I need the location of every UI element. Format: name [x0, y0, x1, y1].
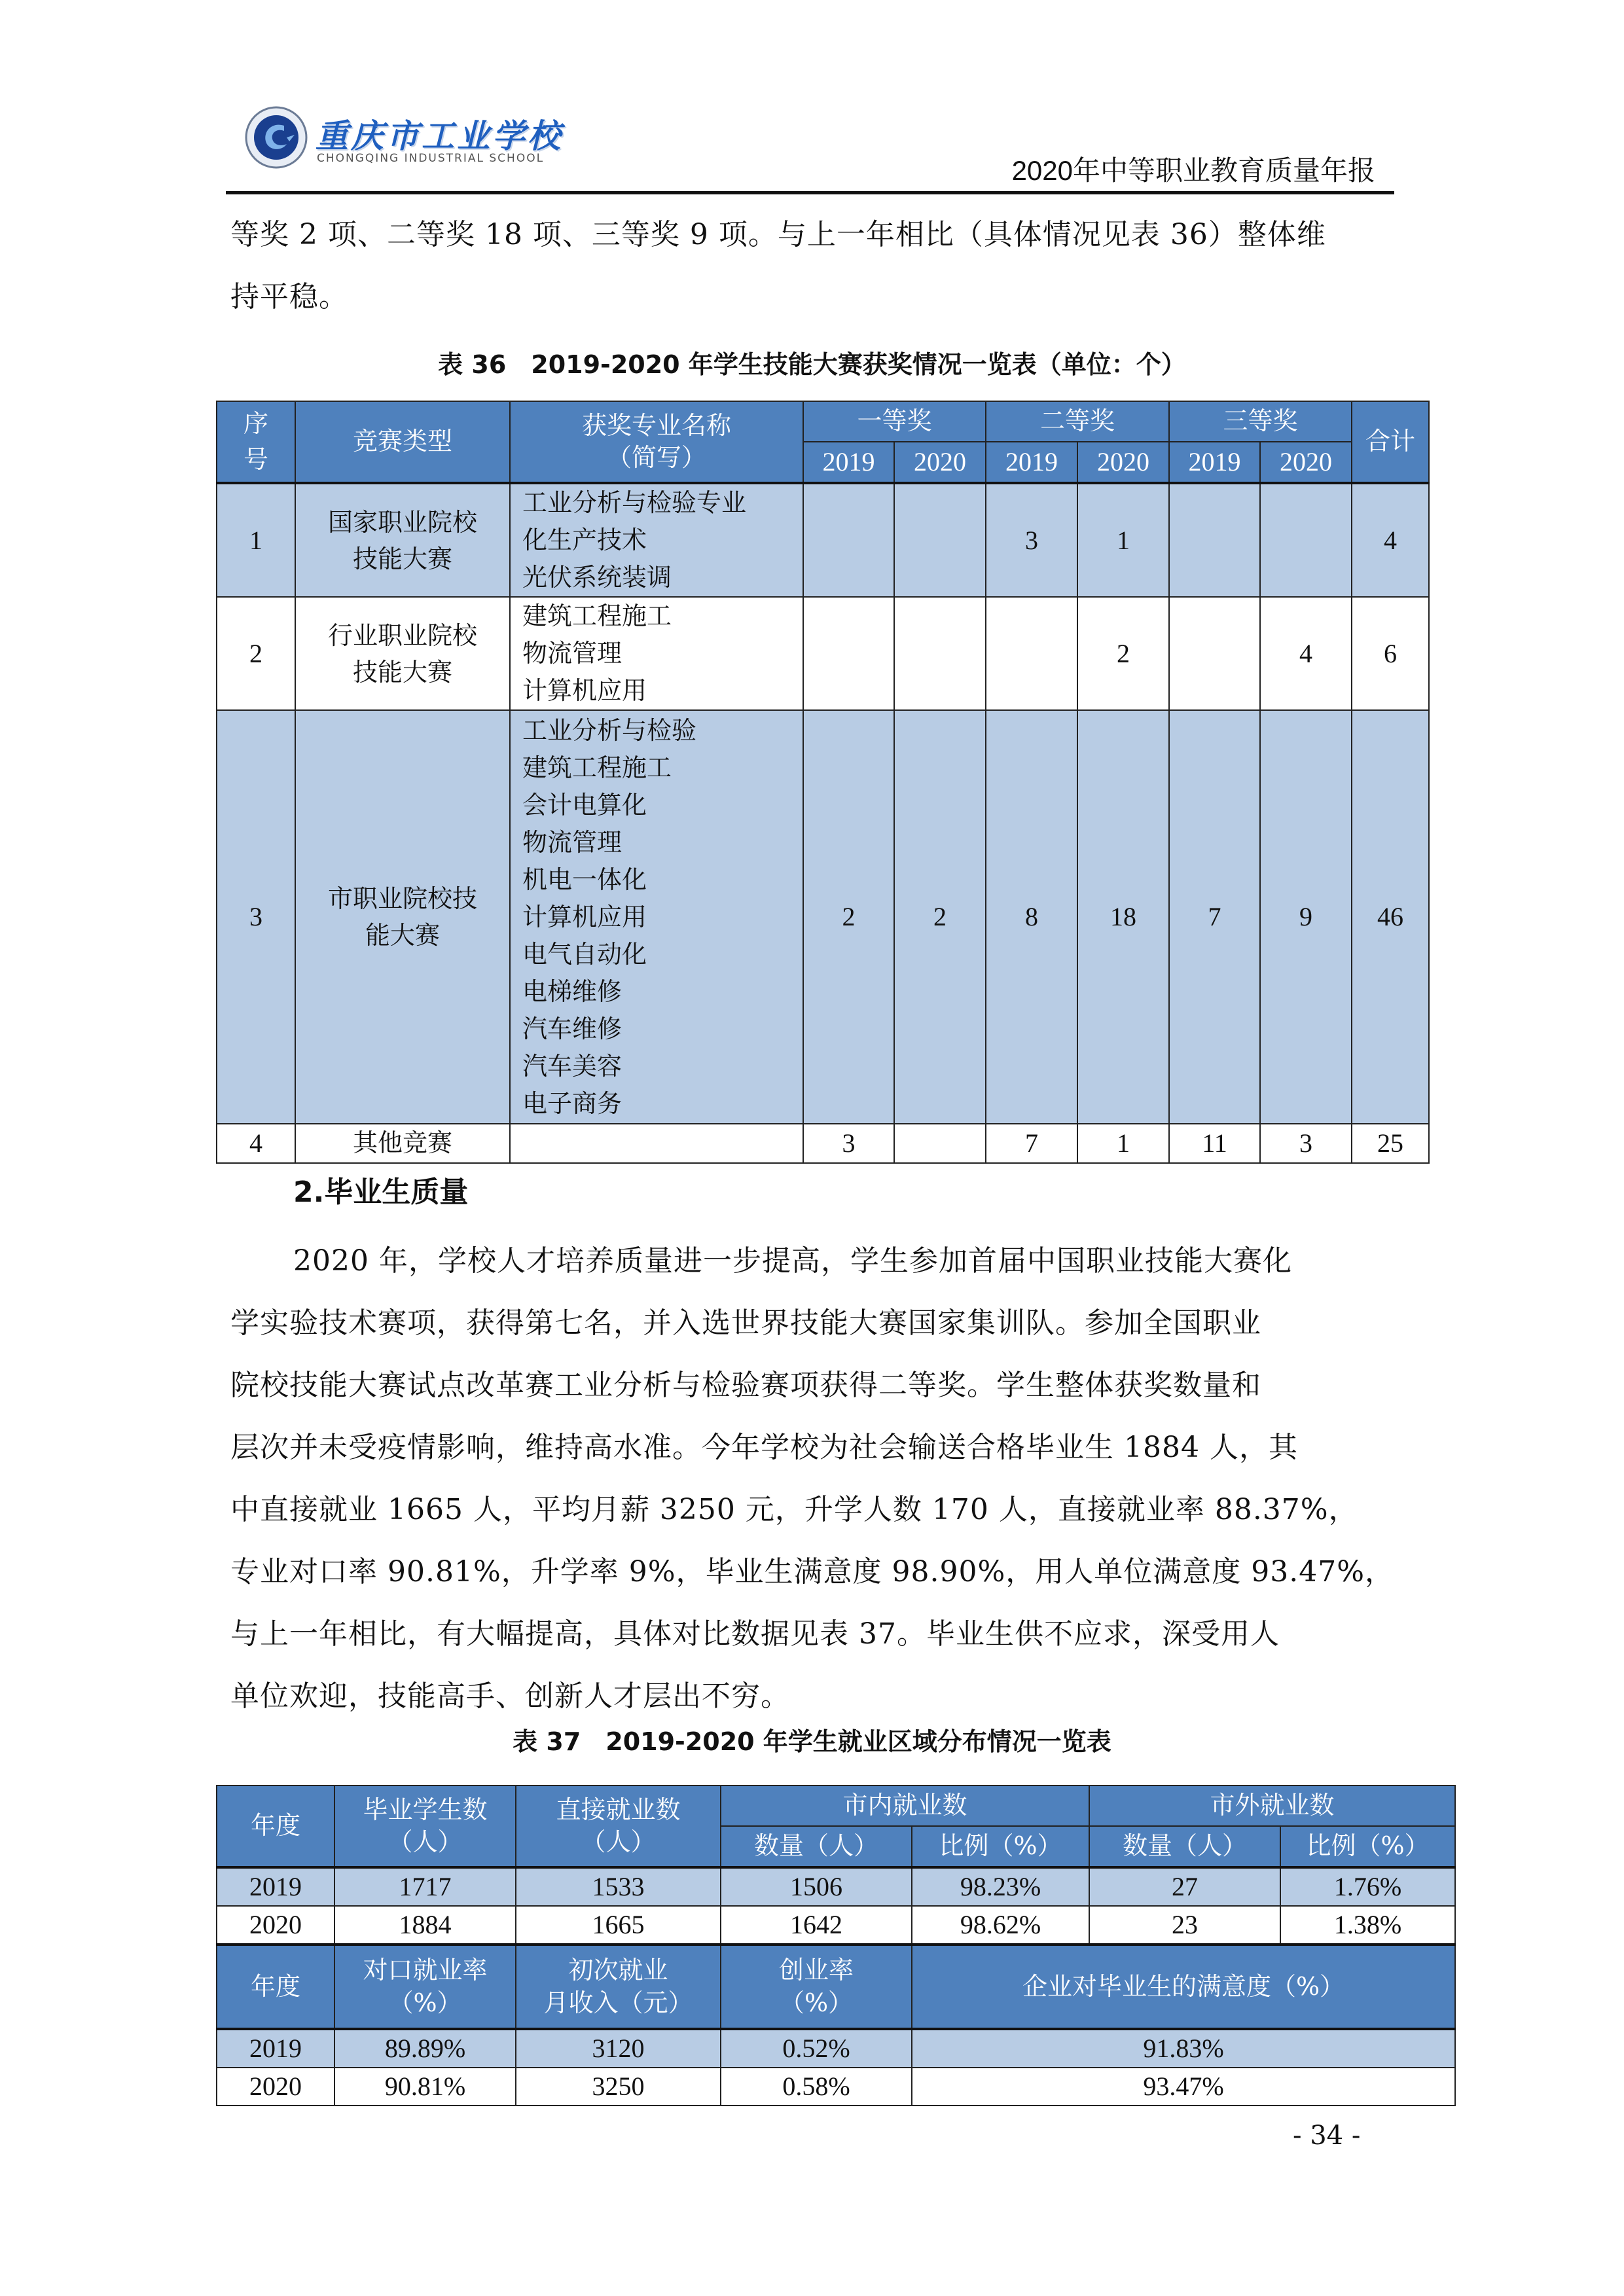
cell-type	[295, 483, 510, 597]
header-type: 竞赛类型	[295, 401, 510, 483]
cell-third-2019	[1169, 597, 1260, 710]
cell-direct: 1665	[516, 1906, 721, 1945]
major-item: 电子商务	[522, 1088, 623, 1118]
cell-first-2019	[803, 483, 894, 597]
major-item: 工业分析与检验	[522, 715, 697, 745]
header-satisfaction: 企业对毕业生的满意度（%）	[912, 1945, 1455, 2029]
table-row	[217, 710, 1429, 1124]
header-first-prize: 一等奖	[803, 401, 986, 442]
header-year: 2019	[986, 442, 1077, 483]
cell-third-2019: 7	[1169, 710, 1260, 1124]
cell-second-2019	[986, 597, 1077, 710]
header-seq	[217, 401, 295, 483]
major-item: 工业分析与检验专业	[522, 488, 747, 517]
cell-total: 46	[1352, 710, 1429, 1124]
header-startup-rate	[721, 1945, 912, 2029]
cell-seq: 2	[217, 597, 295, 710]
cell-graduates: 1717	[334, 1867, 516, 1906]
cell-second-2020: 2	[1077, 597, 1169, 710]
cell-second-2020: 18	[1077, 710, 1169, 1124]
header-graduates-label: 毕业学生数	[363, 1795, 488, 1824]
header-graduates	[334, 1785, 516, 1867]
cell-startup-rate: 0.58%	[721, 2068, 912, 2106]
header-year: 2020	[1077, 442, 1169, 483]
cell-year: 2020	[217, 1906, 334, 1945]
cell-third-2019: 11	[1169, 1124, 1260, 1163]
major-item: 汽车维修	[522, 1014, 623, 1043]
cell-third-2020	[1260, 483, 1352, 597]
cell-third-2020: 3	[1260, 1124, 1352, 1163]
header-seq-label: 序号	[243, 409, 268, 474]
cell-graduates: 1884	[334, 1906, 516, 1945]
header-year: 2019	[1169, 442, 1260, 483]
header-third-prize: 三等奖	[1169, 401, 1352, 442]
major-item: 机电一体化	[522, 865, 647, 894]
cell-income: 3250	[516, 2068, 721, 2106]
major-item: 计算机应用	[522, 676, 647, 705]
cell-local-count: 1642	[721, 1906, 912, 1945]
major-item: 会计电算化	[522, 790, 647, 819]
cell-startup-rate: 0.52%	[721, 2029, 912, 2068]
major-item: 电梯维修	[522, 977, 623, 1006]
intro-line: 等奖 2 项、二等奖 18 项、三等奖 9 项。与上一年相比（具体情况见表 36）整体维	[230, 218, 1326, 251]
table-row	[217, 2029, 1455, 2068]
paragraph-line: 专业对口率 90.81%，升学率 9%，毕业生满意度 98.90%，用人单位满意度 93.47%，	[230, 1555, 1395, 1588]
header-income-unit: 月收入（元）	[543, 1988, 693, 2017]
school-emblem-icon	[244, 105, 309, 170]
cell-second-2019: 8	[986, 710, 1077, 1124]
paragraph-line: 学实验技术赛项，获得第七名，并入选世界技能大赛国家集训队。参加全国职业	[230, 1306, 1261, 1340]
cell-type-text: 国家职业院校技能大赛	[327, 507, 477, 573]
header-direct-unit: （人）	[581, 1827, 656, 1856]
report-title: 2020年中等职业教育质量年报	[1011, 155, 1375, 186]
table-row	[217, 1867, 1455, 1906]
paragraph-line: 2020 年，学校人才培养质量进一步提高，学生参加首届中国职业技能大赛化	[293, 1244, 1292, 1278]
header-match-rate	[334, 1945, 516, 2029]
logo-english-name: CHONGQING INDUSTRIAL SCHOOL	[317, 152, 545, 165]
cell-first-2019	[803, 597, 894, 710]
cell-type: 其他竞赛	[295, 1124, 510, 1163]
table-row	[217, 1906, 1455, 1945]
table-row	[217, 483, 1429, 597]
cell-local-ratio: 98.23%	[912, 1867, 1089, 1906]
header-match-label: 对口就业率	[363, 1956, 488, 1985]
header-income	[516, 1945, 721, 2029]
header-startup-label: 创业率	[778, 1956, 854, 1985]
header-income-label: 初次就业	[568, 1956, 668, 1985]
header-year: 年度	[217, 1785, 334, 1867]
cell-satisfaction: 91.83%	[912, 2029, 1455, 2068]
table37-caption: 表 37 2019-2020 年学生就业区域分布情况一览表	[513, 1727, 1111, 1756]
header-total: 合计	[1352, 401, 1429, 483]
header-local-ratio: 比例（%）	[912, 1826, 1089, 1867]
cell-third-2020: 9	[1260, 710, 1352, 1124]
page-number: - 34 -	[1293, 2121, 1361, 2151]
cell-third-2020: 4	[1260, 597, 1352, 710]
cell-year: 2019	[217, 2029, 334, 2068]
cell-second-2019: 3	[986, 483, 1077, 597]
cell-seq: 4	[217, 1124, 295, 1163]
paragraph-line: 中直接就业 1665 人，平均月薪 3250 元，升学人数 170 人，直接就业率 88.37%，	[230, 1493, 1358, 1526]
cell-type-text: 行业职业院校技能大赛	[327, 620, 477, 687]
paragraph-line: 单位欢迎，技能高手、创新人才层出不穷。	[230, 1679, 790, 1713]
header-direct	[516, 1785, 721, 1867]
cell-first-2020	[894, 1124, 986, 1163]
header-year: 2020	[1260, 442, 1352, 483]
header-local: 市内就业数	[721, 1785, 1089, 1826]
major-item: 物流管理	[522, 639, 623, 668]
paragraph-line: 院校技能大赛试点改革赛工业分析与检验赛项获得二等奖。学生整体获奖数量和	[230, 1369, 1261, 1402]
major-item: 化生产技术	[522, 526, 647, 554]
cell-type	[295, 597, 510, 710]
table-row	[217, 597, 1429, 710]
header-major-sub: （简写）	[606, 443, 706, 472]
cell-type-text: 市职业院校技能大赛	[327, 884, 477, 950]
cell-year: 2020	[217, 2068, 334, 2106]
major-item: 光伏系统装调	[522, 563, 672, 592]
header-major-label: 获奖专业名称	[581, 410, 731, 440]
cell-first-2020	[894, 597, 986, 710]
major-item: 建筑工程施工	[522, 601, 672, 630]
cell-outside-count: 27	[1089, 1867, 1280, 1906]
cell-majors	[510, 1124, 803, 1163]
header-year: 2020	[894, 442, 986, 483]
cell-first-2020	[894, 483, 986, 597]
major-item: 汽车美容	[522, 1051, 623, 1081]
cell-majors	[510, 597, 803, 710]
awards-table	[216, 401, 1430, 1164]
cell-match-rate: 90.81%	[334, 2068, 516, 2106]
header-startup-unit: （%）	[779, 1988, 854, 2017]
logo-chinese-name: 重庆市工业学校	[316, 117, 563, 155]
cell-outside-count: 23	[1089, 1906, 1280, 1945]
header-outside: 市外就业数	[1089, 1785, 1455, 1826]
header-graduates-unit: （人）	[388, 1827, 463, 1856]
cell-direct: 1533	[516, 1867, 721, 1906]
header-outside-ratio: 比例（%）	[1280, 1826, 1455, 1867]
header-year: 年度	[217, 1945, 334, 2029]
cell-first-2019: 3	[803, 1124, 894, 1163]
table36-caption: 表 36 2019-2020 年学生技能大赛获奖情况一览表（单位：个）	[438, 350, 1186, 379]
header-direct-label: 直接就业数	[556, 1795, 681, 1824]
cell-majors	[510, 483, 803, 597]
header-match-unit: （%）	[388, 1988, 462, 2017]
cell-type	[295, 710, 510, 1124]
cell-second-2020: 1	[1077, 483, 1169, 597]
cell-total: 6	[1352, 597, 1429, 710]
header-year: 2019	[803, 442, 894, 483]
cell-income: 3120	[516, 2029, 721, 2068]
cell-first-2019: 2	[803, 710, 894, 1124]
cell-second-2019: 7	[986, 1124, 1077, 1163]
section-heading: 2.毕业生质量	[293, 1175, 469, 1209]
table-row	[217, 2068, 1455, 2106]
cell-outside-ratio: 1.38%	[1280, 1906, 1455, 1945]
major-item: 物流管理	[522, 827, 623, 857]
table-row	[217, 1124, 1429, 1163]
cell-seq: 1	[217, 483, 295, 597]
major-item: 建筑工程施工	[522, 753, 672, 782]
cell-local-ratio: 98.62%	[912, 1906, 1089, 1945]
cell-outside-ratio: 1.76%	[1280, 1867, 1455, 1906]
intro-line: 持平稳。	[230, 280, 348, 314]
employment-table	[216, 1785, 1456, 2106]
header-second-prize: 二等奖	[986, 401, 1169, 442]
major-item: 计算机应用	[522, 902, 647, 931]
header-outside-count: 数量（人）	[1089, 1826, 1280, 1867]
cell-local-count: 1506	[721, 1867, 912, 1906]
header-local-count: 数量（人）	[721, 1826, 912, 1867]
cell-match-rate: 89.89%	[334, 2029, 516, 2068]
cell-third-2019	[1169, 483, 1260, 597]
cell-seq: 3	[217, 710, 295, 1124]
paragraph-line: 与上一年相比，有大幅提高，具体对比数据见表 37。毕业生供不应求，深受用人	[230, 1617, 1280, 1651]
cell-year: 2019	[217, 1867, 334, 1906]
cell-satisfaction: 93.47%	[912, 2068, 1455, 2106]
paragraph-line: 层次并未受疫情影响，维持高水准。今年学校为社会输送合格毕业生 1884 人，其	[230, 1431, 1298, 1464]
major-item: 电气自动化	[522, 939, 647, 969]
header-divider	[226, 191, 1394, 194]
cell-first-2020: 2	[894, 710, 986, 1124]
cell-second-2020: 1	[1077, 1124, 1169, 1163]
header-major	[510, 401, 803, 483]
school-logo	[244, 105, 597, 170]
cell-total: 4	[1352, 483, 1429, 597]
cell-majors	[510, 710, 803, 1124]
cell-total: 25	[1352, 1124, 1429, 1163]
